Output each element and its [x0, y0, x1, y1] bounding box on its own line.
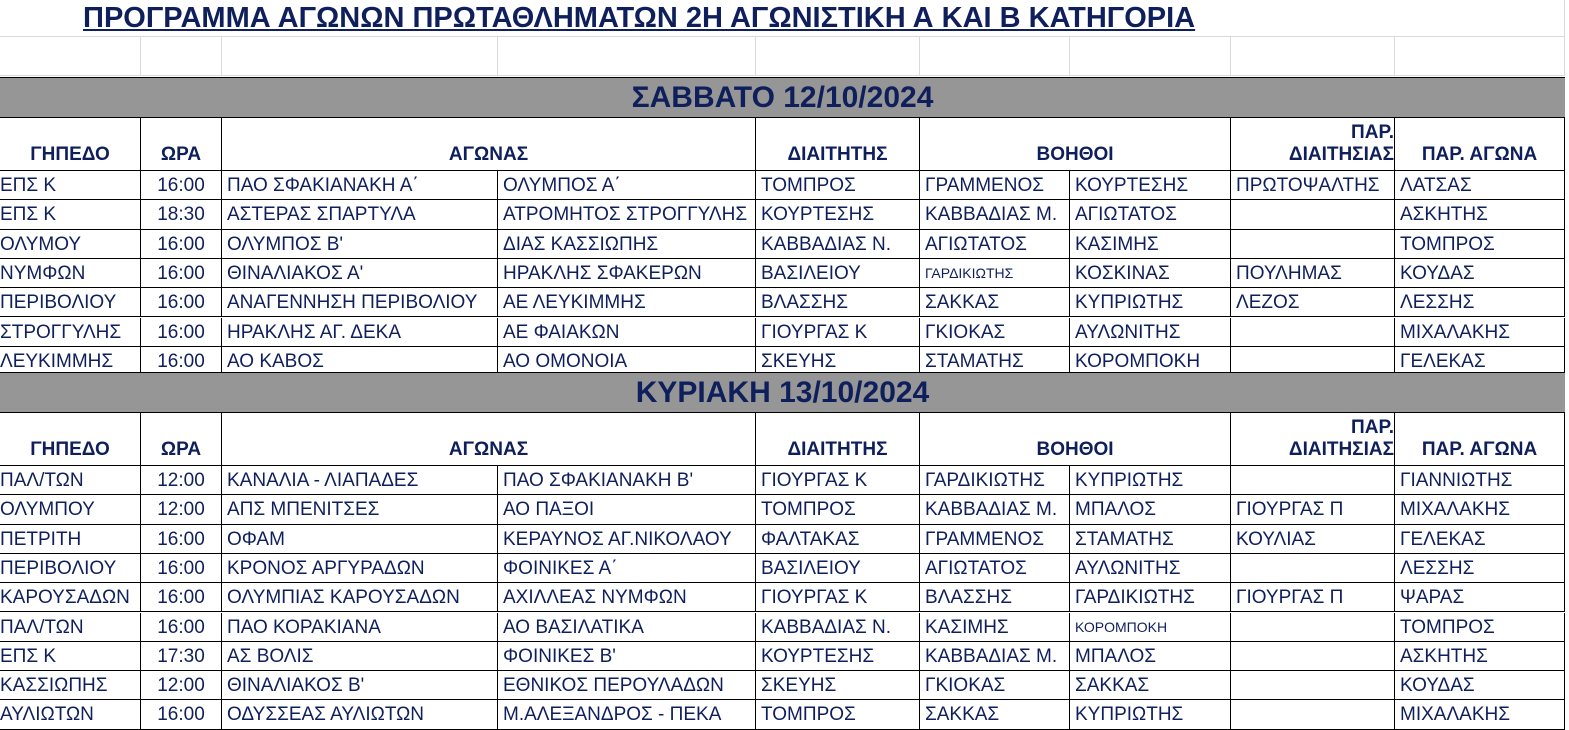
referee-cell: ΒΑΣΙΛΕΙΟΥ [756, 554, 920, 583]
away-team-cell: ΠΑΟ ΣΦΑΚΙΑΝΑΚΗ Β' [498, 466, 756, 495]
referee-cell: ΓΙΟΥΡΓΑΣ Κ [756, 583, 920, 612]
time-cell: 16:00 [141, 613, 222, 642]
ref-observer-cell: ΠΡΩΤΟΨΑΛΤΗΣ [1231, 171, 1395, 200]
time-cell: 16:00 [141, 318, 222, 347]
home-team-cell: ΟΛΥΜΠΙΑΣ ΚΑΡΟΥΣΑΔΩΝ [222, 583, 498, 612]
assistant-2-cell: ΚΟΡΟΜΠΟΚΗ [1070, 613, 1231, 642]
assistant-1-cell: ΓΚΙΟΚΑΣ [920, 318, 1070, 347]
away-team-cell: ΑΟ ΟΜΟΝΟΙΑ [498, 347, 756, 376]
home-team-cell: ΗΡΑΚΛΗΣ ΑΓ. ΔΕΚΑ [222, 318, 498, 347]
time-cell: 12:00 [141, 466, 222, 495]
venue-cell: ΚΑΣΣΙΩΠΗΣ [0, 671, 141, 700]
home-team-cell: ΑΠΣ ΜΠΕΝΙΤΣΕΣ [222, 495, 498, 524]
venue-cell: ΝΥΜΦΩΝ [0, 259, 141, 288]
venue-cell: ΕΠΣ Κ [0, 200, 141, 229]
ref-observer-cell: ΚΟΥΛΙΑΣ [1231, 525, 1395, 554]
away-team-cell: ΚΕΡΑΥΝΟΣ ΑΓ.ΝΙΚΟΛΑΟΥ [498, 525, 756, 554]
table-row [0, 671, 1569, 700]
assistant-1-cell: ΣΑΚΚΑΣ [920, 700, 1070, 729]
time-cell: 18:30 [141, 200, 222, 229]
venue-cell: ΟΛΥΜΠΟΥ [0, 495, 141, 524]
assistant-1-cell: ΒΛΑΣΣΗΣ [920, 583, 1070, 612]
assistant-1-cell: ΚΑΒΒΑΔΙΑΣ Μ. [920, 642, 1070, 671]
table-row [0, 466, 1569, 495]
table-row [0, 288, 1569, 317]
table-row [0, 583, 1569, 612]
ref-observer-cell [1231, 230, 1395, 259]
away-team-cell: ΦΟΙΝΙΚΕΣ Α΄ [498, 554, 756, 583]
assistant-2-cell: ΓΑΡΔΙΚΙΩΤΗΣ [1070, 583, 1231, 612]
match-observer-cell: ΜΙΧΑΛΑΚΗΣ [1395, 495, 1565, 524]
assistant-2-cell: ΚΥΠΡΙΩΤΗΣ [1070, 700, 1231, 729]
match-observer-cell: ΚΟΥΔΑΣ [1395, 259, 1565, 288]
match-observer-cell: ΤΟΜΠΡΟΣ [1395, 230, 1565, 259]
ref-observer-cell [1231, 554, 1395, 583]
time-cell: 16:00 [141, 700, 222, 729]
away-team-cell: ΑΧΙΛΛΕΑΣ ΝΥΜΦΩΝ [498, 583, 756, 612]
match-observer-cell: ΨΑΡΑΣ [1395, 583, 1565, 612]
ref-observer-cell [1231, 700, 1395, 729]
table-row [0, 171, 1569, 200]
header-match: ΑΓΩΝΑΣ [222, 413, 756, 466]
venue-cell: ΕΠΣ Κ [0, 642, 141, 671]
match-observer-cell: ΓΕΛΕΚΑΣ [1395, 347, 1565, 376]
time-cell: 12:00 [141, 495, 222, 524]
grid-row [0, 37, 1569, 76]
ref-observer-cell [1231, 200, 1395, 229]
ref-observer-cell [1231, 318, 1395, 347]
table-row [0, 259, 1569, 288]
time-cell: 16:00 [141, 288, 222, 317]
home-team-cell: ΟΦΑΜ [222, 525, 498, 554]
header-line: ΠΑΡ. [1351, 417, 1394, 438]
day-header: ΚΥΡΙΑΚΗ 13/10/2024 [0, 372, 1565, 413]
away-team-cell: ΟΛΥΜΠΟΣ Α΄ [498, 171, 756, 200]
referee-cell: ΦΑΛΤΑΚΑΣ [756, 525, 920, 554]
time-cell: 16:00 [141, 171, 222, 200]
assistant-1-cell: ΣΤΑΜΑΤΗΣ [920, 347, 1070, 376]
assistant-2-cell: ΚΟΡΟΜΠΟΚΗ [1070, 347, 1231, 376]
assistant-1-cell: ΚΑΒΒΑΔΙΑΣ Μ. [920, 495, 1070, 524]
header-match-observer: ΠΑΡ. ΑΓΩΝΑ [1395, 413, 1565, 466]
header-venue: ΓΗΠΕΔΟ [0, 118, 141, 171]
match-observer-cell: ΓΙΑΝΝΙΩΤΗΣ [1395, 466, 1565, 495]
match-observer-cell: ΜΙΧΑΛΑΚΗΣ [1395, 318, 1565, 347]
table-row [0, 554, 1569, 583]
referee-cell: ΤΟΜΠΡΟΣ [756, 700, 920, 729]
table-row [0, 525, 1569, 554]
venue-cell: ΠΑΛ/ΤΩΝ [0, 613, 141, 642]
away-team-cell: ΑΟ ΠΑΞΟΙ [498, 495, 756, 524]
table-row [0, 700, 1569, 729]
assistant-1-cell: ΣΑΚΚΑΣ [920, 288, 1070, 317]
away-team-cell: ΑΕ ΛΕΥΚΙΜΜΗΣ [498, 288, 756, 317]
home-team-cell: ΚΑΝΑΛΙΑ - ΛΙΑΠΑΔΕΣ [222, 466, 498, 495]
header-match-observer: ΠΑΡ. ΑΓΩΝΑ [1395, 118, 1565, 171]
assistant-2-cell: ΣΑΚΚΑΣ [1070, 671, 1231, 700]
assistant-1-cell: ΓΡΑΜΜΕΝΟΣ [920, 525, 1070, 554]
header-match: ΑΓΩΝΑΣ [222, 118, 756, 171]
away-team-cell: Μ.ΑΛΕΞΑΝΔΡΟΣ - ΠΕΚΑ [498, 700, 756, 729]
ref-observer-cell: ΛΕΖΟΣ [1231, 288, 1395, 317]
ref-observer-cell: ΓΙΟΥΡΓΑΣ Π [1231, 583, 1395, 612]
referee-cell: ΣΚΕΥΗΣ [756, 671, 920, 700]
referee-cell: ΓΙΟΥΡΓΑΣ Κ [756, 466, 920, 495]
venue-cell: ΠΕΤΡΙΤΗ [0, 525, 141, 554]
referee-cell: ΤΟΜΠΡΟΣ [756, 495, 920, 524]
match-observer-cell: ΤΟΜΠΡΟΣ [1395, 613, 1565, 642]
match-observer-cell: ΛΕΣΣΗΣ [1395, 288, 1565, 317]
assistant-2-cell: ΚΥΠΡΙΩΤΗΣ [1070, 466, 1231, 495]
assistant-1-cell: ΓΑΡΔΙΚΙΩΤΗΣ [920, 259, 1070, 288]
ref-observer-cell: ΠΟΥΛΗΜΑΣ [1231, 259, 1395, 288]
match-observer-cell: ΛΑΤΣΑΣ [1395, 171, 1565, 200]
header-ref-observer [1231, 413, 1395, 466]
match-observer-cell: ΑΣΚΗΤΗΣ [1395, 642, 1565, 671]
header-referee: ΔΙΑΙΤΗΤΗΣ [756, 413, 920, 466]
home-team-cell: ΘΙΝΑΛΙΑΚΟΣ Β' [222, 671, 498, 700]
assistant-2-cell: ΜΠΑΛΟΣ [1070, 495, 1231, 524]
assistant-2-cell: ΚΥΠΡΙΩΤΗΣ [1070, 288, 1231, 317]
time-cell: 12:00 [141, 671, 222, 700]
venue-cell: ΠΕΡΙΒΟΛΙΟΥ [0, 288, 141, 317]
header-line: ΠΑΡ. [1351, 122, 1394, 143]
ref-observer-cell [1231, 671, 1395, 700]
assistant-2-cell: ΑΥΛΩΝΙΤΗΣ [1070, 554, 1231, 583]
match-observer-cell: ΚΟΥΔΑΣ [1395, 671, 1565, 700]
venue-cell: ΛΕΥΚΙΜΜΗΣ [0, 347, 141, 376]
assistant-1-cell: ΑΓΙΩΤΑΤΟΣ [920, 230, 1070, 259]
referee-cell: ΒΑΣΙΛΕΙΟΥ [756, 259, 920, 288]
header-line: ΔΙΑΙΤΗΣΙΑΣ [1288, 144, 1394, 165]
match-observer-cell: ΜΙΧΑΛΑΚΗΣ [1395, 700, 1565, 729]
assistant-1-cell: ΚΑΣΙΜΗΣ [920, 613, 1070, 642]
column-header-row [0, 118, 1569, 171]
match-observer-cell: ΑΣΚΗΤΗΣ [1395, 200, 1565, 229]
venue-cell: ΟΛΥΜΟΥ [0, 230, 141, 259]
away-team-cell: ΕΘΝΙΚΟΣ ΠΕΡΟΥΛΑΔΩΝ [498, 671, 756, 700]
time-cell: 16:00 [141, 525, 222, 554]
away-team-cell: ΔΙΑΣ ΚΑΣΣΙΩΠΗΣ [498, 230, 756, 259]
header-time: ΩΡΑ [141, 413, 222, 466]
home-team-cell: ΑΝΑΓΕΝΝΗΣΗ ΠΕΡΙΒΟΛΙΟΥ [222, 288, 498, 317]
header-venue: ΓΗΠΕΔΟ [0, 413, 141, 466]
assistant-1-cell: ΑΓΙΩΤΑΤΟΣ [920, 554, 1070, 583]
time-cell: 17:30 [141, 642, 222, 671]
header-line: ΔΙΑΙΤΗΣΙΑΣ [1288, 439, 1394, 460]
referee-cell: ΣΚΕΥΗΣ [756, 347, 920, 376]
away-team-cell: ΗΡΑΚΛΗΣ ΣΦΑΚΕΡΩΝ [498, 259, 756, 288]
match-observer-cell: ΛΕΣΣΗΣ [1395, 554, 1565, 583]
match-observer-cell: ΓΕΛΕΚΑΣ [1395, 525, 1565, 554]
table-row [0, 642, 1569, 671]
ref-observer-cell [1231, 466, 1395, 495]
header-referee: ΔΙΑΙΤΗΤΗΣ [756, 118, 920, 171]
referee-cell: ΒΛΑΣΣΗΣ [756, 288, 920, 317]
table-row [0, 200, 1569, 229]
home-team-cell: ΠΑΟ ΚΟΡΑΚΙΑΝΑ [222, 613, 498, 642]
page-title: ΠΡΟΓΡΑΜΜΑ ΑΓΩΝΩΝ ΠΡΩΤΑΘΛΗΜΑΤΩΝ 2Η ΑΓΩΝΙΣΤΙΚΗ Α ΚΑΙ Β ΚΑΤΗΓΟΡΙΑ [83, 2, 1196, 34]
home-team-cell: ΘΙΝΑΛΙΑΚΟΣ Α' [222, 259, 498, 288]
home-team-cell: ΠΑΟ ΣΦΑΚΙΑΝΑΚΗ Α΄ [222, 171, 498, 200]
assistant-2-cell: ΚΟΥΡΤΕΣΗΣ [1070, 171, 1231, 200]
venue-cell: ΠΕΡΙΒΟΛΙΟΥ [0, 554, 141, 583]
home-team-cell: ΚΡΟΝΟΣ ΑΡΓΥΡΑΔΩΝ [222, 554, 498, 583]
referee-cell: ΚΑΒΒΑΔΙΑΣ Ν. [756, 613, 920, 642]
home-team-cell: ΟΛΥΜΠΟΣ Β' [222, 230, 498, 259]
assistant-2-cell: ΣΤΑΜΑΤΗΣ [1070, 525, 1231, 554]
time-cell: 16:00 [141, 554, 222, 583]
header-ref-observer [1231, 118, 1395, 171]
venue-cell: ΚΑΡΟΥΣΑΔΩΝ [0, 583, 141, 612]
referee-cell: ΚΟΥΡΤΕΣΗΣ [756, 200, 920, 229]
header-time: ΩΡΑ [141, 118, 222, 171]
referee-cell: ΚΟΥΡΤΕΣΗΣ [756, 642, 920, 671]
time-cell: 16:00 [141, 230, 222, 259]
away-team-cell: ΑΤΡΟΜΗΤΟΣ ΣΤΡΟΓΓΥΛΗΣ [498, 200, 756, 229]
away-team-cell: ΑΟ ΒΑΣΙΛΑΤΙΚΑ [498, 613, 756, 642]
assistant-1-cell: ΚΑΒΒΑΔΙΑΣ Μ. [920, 200, 1070, 229]
time-cell: 16:00 [141, 347, 222, 376]
away-team-cell: ΑΕ ΦΑΙΑΚΩΝ [498, 318, 756, 347]
table-row [0, 495, 1569, 524]
away-team-cell: ΦΟΙΝΙΚΕΣ Β' [498, 642, 756, 671]
ref-observer-cell: ΓΙΟΥΡΓΑΣ Π [1231, 495, 1395, 524]
table-row [0, 230, 1569, 259]
home-team-cell: ΟΔΥΣΣΕΑΣ ΑΥΛΙΩΤΩΝ [222, 700, 498, 729]
assistant-2-cell: ΜΠΑΛΟΣ [1070, 642, 1231, 671]
table-row [0, 613, 1569, 642]
ref-observer-cell [1231, 613, 1395, 642]
assistant-1-cell: ΓΚΙΟΚΑΣ [920, 671, 1070, 700]
column-header-row [0, 413, 1569, 466]
day-header: ΣΑΒΒΑΤΟ 12/10/2024 [0, 77, 1565, 118]
assistant-2-cell: ΚΟΣΚΙΝΑΣ [1070, 259, 1231, 288]
assistant-2-cell: ΑΓΙΩΤΑΤΟΣ [1070, 200, 1231, 229]
referee-cell: ΚΑΒΒΑΔΙΑΣ Ν. [756, 230, 920, 259]
header-assistants: ΒΟΗΘΟΙ [920, 413, 1231, 466]
venue-cell: ΠΑΛ/ΤΩΝ [0, 466, 141, 495]
home-team-cell: ΑΣΤΕΡΑΣ ΣΠΑΡΤΥΛΑ [222, 200, 498, 229]
assistant-1-cell: ΓΑΡΔΙΚΙΩΤΗΣ [920, 466, 1070, 495]
referee-cell: ΤΟΜΠΡΟΣ [756, 171, 920, 200]
header-assistants: ΒΟΗΘΟΙ [920, 118, 1231, 171]
assistant-2-cell: ΚΑΣΙΜΗΣ [1070, 230, 1231, 259]
ref-observer-cell [1231, 642, 1395, 671]
venue-cell: ΑΥΛΙΩΤΩΝ [0, 700, 141, 729]
home-team-cell: ΑΣ ΒΟΛΙΣ [222, 642, 498, 671]
referee-cell: ΓΙΟΥΡΓΑΣ Κ [756, 318, 920, 347]
assistant-2-cell: ΑΥΛΩΝΙΤΗΣ [1070, 318, 1231, 347]
table-row [0, 318, 1569, 347]
venue-cell: ΣΤΡΟΓΓΥΛΗΣ [0, 318, 141, 347]
assistant-1-cell: ΓΡΑΜΜΕΝΟΣ [920, 171, 1070, 200]
venue-cell: ΕΠΣ Κ [0, 171, 141, 200]
time-cell: 16:00 [141, 583, 222, 612]
time-cell: 16:00 [141, 259, 222, 288]
home-team-cell: ΑΟ ΚΑΒΟΣ [222, 347, 498, 376]
